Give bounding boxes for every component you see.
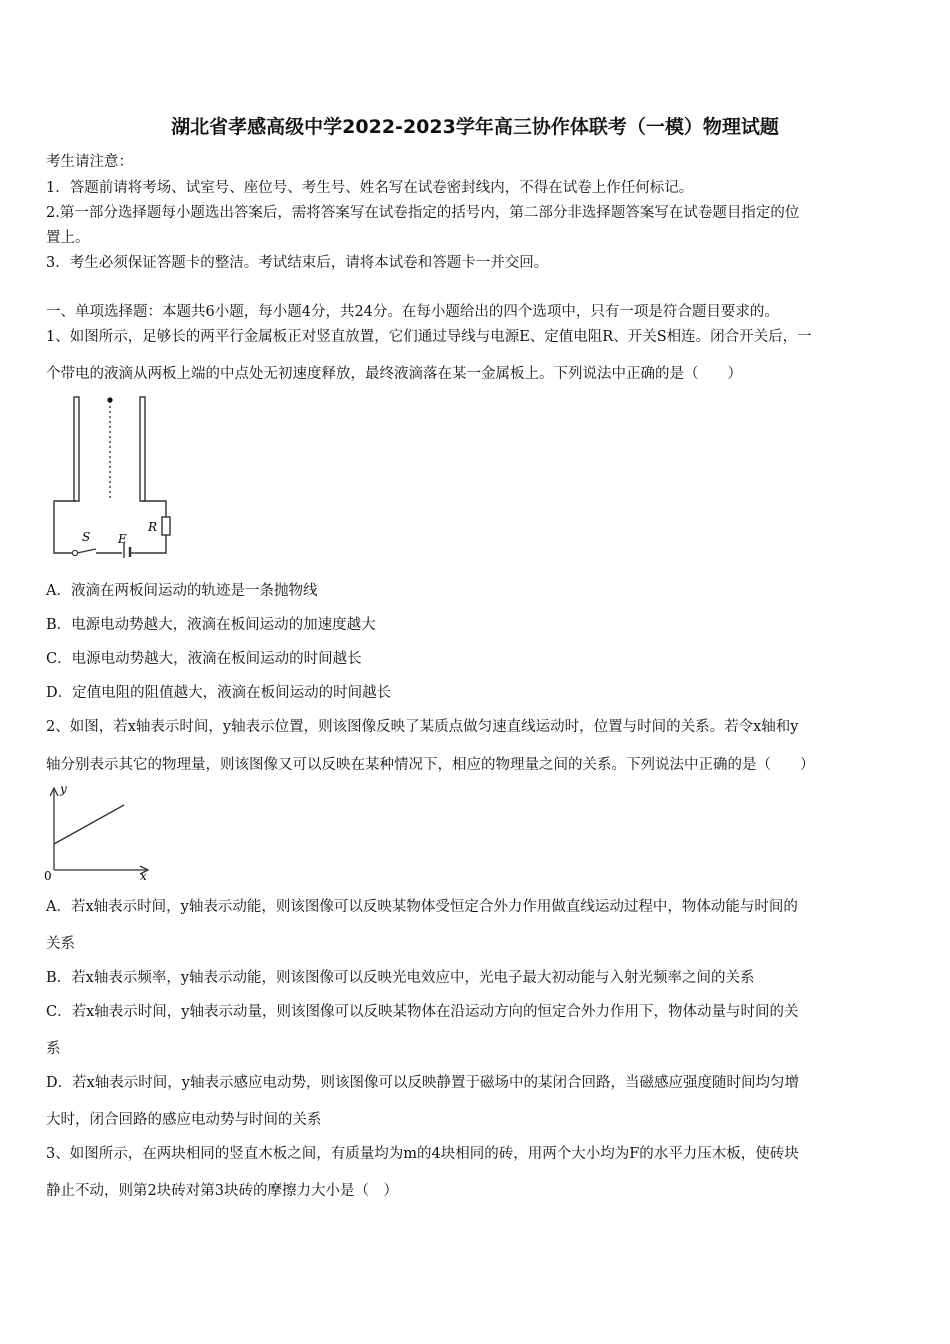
switch-terminal (72, 550, 77, 555)
notice-heading: 考生请注意： (46, 154, 133, 170)
q1-option-c: C．电源电动势越大，液滴在板间运动的时间越长 (46, 651, 362, 667)
q1-option-d: D．定值电阻的阻值越大，液滴在板间运动的时间越长 (46, 685, 392, 701)
q2-option-c: C．若x轴表示时间，y轴表示动量，则该图像可以反映某物体在沿运动方向的恒定合外力作用下，物体动量与时间的关 (46, 1004, 799, 1020)
q3-stem-line1: 3、如图所示，在两块相同的竖直木板之间，有质量均为m的4块相同的砖，用两个大小均为F的水平力压木板，使砖块 (46, 1146, 799, 1162)
page-title: 湖北省孝感高级中学2022-2023学年高三协作体联考（一模）物理试题 (171, 116, 779, 138)
q2-option-d: D．若x轴表示时间，y轴表示感应电动势，则该图像可以反映静置于磁场中的某闭合回路，当磁感应强度随时间均匀增 (46, 1075, 799, 1091)
notice-item-3: 3．考生必须保证答题卡的整洁。考试结束后，请将本试卷和答题卡一并交回。 (46, 255, 549, 271)
right-metal-plate (140, 397, 145, 501)
q2-graph-figure (40, 780, 160, 884)
left-metal-plate (74, 397, 79, 501)
notice-item-2-cont: 置上。 (46, 230, 90, 246)
q3-stem-line2: 静止不动，则第2块砖对第3块砖的摩擦力大小是（ ） (46, 1183, 398, 1199)
q2-option-c-cont: 系 (46, 1041, 61, 1057)
label-e: E (118, 532, 127, 546)
y-axis-label: y (60, 782, 67, 796)
wire-right-bottom (136, 535, 166, 553)
x-axis-label: x (140, 869, 147, 883)
q2-stem-line1: 2、如图，若x轴表示时间，y轴表示位置，则该图像反映了某质点做匀速直线运动时，位置与时间的关系。若令x轴和y (46, 719, 799, 735)
notice-item-2: 2.第一部分选择题每小题选出答案后，需将答案写在试卷指定的括号内，第二部分非选择题答案写在试卷题目指定的位 (46, 205, 800, 221)
q2-stem-line2: 轴分别表示其它的物理量，则该图像又可以反映在某种情况下，相应的物理量之间的关系。下列说法中正确的是（ ） (46, 757, 815, 773)
label-s: S (82, 530, 91, 544)
q1-option-b: B．电源电动势越大，液滴在板间运动的加速度越大 (46, 617, 376, 633)
graph-line (54, 805, 124, 844)
origin-label: 0 (44, 869, 52, 883)
q1-option-a: A．液滴在两板间运动的轨迹是一条抛物线 (46, 583, 318, 599)
q2-option-a-cont: 关系 (46, 936, 75, 952)
resistor-r (162, 517, 170, 535)
q1-stem-line2: 个带电的液滴从两板上端的中点处无初速度释放，最终液滴落在某一金属板上。下列说法中正确的是（ ） (46, 366, 742, 382)
label-r: R (148, 520, 158, 534)
charged-droplet (107, 397, 112, 402)
wire-right-top (142, 501, 166, 517)
q1-circuit-figure (46, 393, 176, 558)
switch-blade (77, 549, 96, 553)
q1-stem-line1: 1、如图所示，足够长的两平行金属板正对竖直放置，它们通过导线与电源E、定值电阻R、开关S相连。闭合开关后，一 (46, 329, 812, 345)
wire-left (54, 501, 76, 553)
q2-option-b: B．若x轴表示频率，y轴表示动能，则该图像可以反映光电效应中，光电子最大初动能与入射光频率之间的关系 (46, 970, 755, 986)
section-heading: 一、单项选择题：本题共6小题，每小题4分，共24分。在每小题给出的四个选项中，只有一项是符合题目要求的。 (46, 304, 779, 320)
notice-item-1: 1．答题前请将考场、试室号、座位号、考生号、姓名写在试卷密封线内，不得在试卷上作任何标记。 (46, 180, 694, 196)
q2-option-d-cont: 大时，闭合回路的感应电动势与时间的关系 (46, 1112, 322, 1128)
q2-option-a: A．若x轴表示时间，y轴表示动能，则该图像可以反映某物体受恒定合外力作用做直线运动过程中，物体动能与时间的 (46, 899, 798, 915)
